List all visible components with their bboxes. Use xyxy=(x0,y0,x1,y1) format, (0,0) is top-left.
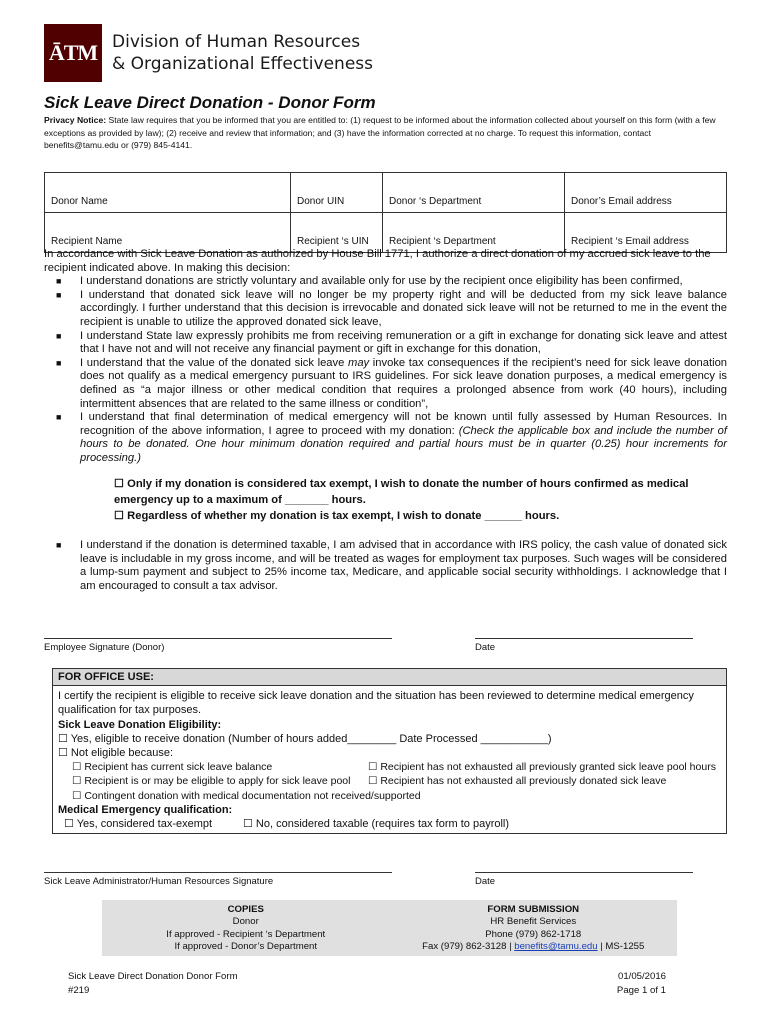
bullet-text: I understand if the donation is determined taxable, I am advised that in accordance with IRS policy, the cash value of donated sick leave is includable in my gross income, and will be treated as wages for employment tax purposes. Such wages will be considered a lump-sum payment and subject to 25% income tax, Medicare, and applicable social security withholdings. I acknowledge that I am encouraged to consult a tax advisor. xyxy=(80,539,727,592)
donor-uin-field[interactable]: Donor UIN xyxy=(291,173,383,213)
taxable-checkbox[interactable]: ☐ No, considered taxable (requires tax form to payroll) xyxy=(243,818,510,831)
footer-page: Page 1 of 1 xyxy=(616,985,666,996)
bullet-text: I understand State law expressly prohibits me from receiving remuneration or a gift in exchange for donating sick leave and attest that I have not and will not receive any financial payment or gift in exchange for this donation, xyxy=(80,329,727,356)
bullet-icon: ■ xyxy=(56,276,62,287)
current-balance-checkbox[interactable]: ☐ Recipient has current sick leave balance xyxy=(72,761,273,774)
form-title: Sick Leave Direct Donation - Donor Form xyxy=(44,93,376,112)
routing-box xyxy=(102,900,677,956)
bullet-instruction: (Check the applicable box and include the number of hours to be donated. One hour minimum donation required and partial hours must be in quarter (0.25) hour increments for processing.) xyxy=(80,424,727,464)
logo-text: ĀTM xyxy=(48,40,98,65)
tax-exempt-option-checkbox[interactable]: ☐ Only if my donation is considered tax exempt, I wish to donate the number of hours confirmed as medical emergency up to a maximum of _______ hours. xyxy=(114,477,689,506)
administrator-date-line[interactable]: Date xyxy=(475,872,693,887)
donor-department-field[interactable]: Donor ‘s Department xyxy=(383,173,565,213)
bullet-text: I understand that donated sick leave will no longer be my property right and will be deducted from my sick leave balance accordingly. I further understand that this decision is irrevocable and donated sick leave will not be returned to me in the event the recipient is unable to utilize the approved donated sick leave, xyxy=(80,288,727,328)
intro-paragraph: In accordance with Sick Leave Donation as authorized by House Bill 1771, I authorize a direct donation of my accrued sick leave to the recipient indicated above. In making this decision: xyxy=(44,248,711,274)
donated-leave-checkbox[interactable]: ☐ Recipient has not exhausted all previously donated sick leave xyxy=(368,775,667,788)
recipient-row xyxy=(45,213,727,253)
donor-name-field[interactable]: Donor Name xyxy=(45,173,291,213)
footer-left xyxy=(68,970,238,998)
bullet-icon: ■ xyxy=(56,540,62,551)
bullet-icon: ■ xyxy=(56,289,62,300)
org-line-1: Division of Human Resources xyxy=(112,32,361,52)
bullet-icon: ■ xyxy=(56,412,62,423)
recipient-department-field[interactable]: Recipient ‘s Department xyxy=(383,213,565,253)
office-use-heading: FOR OFFICE USE: xyxy=(53,669,726,686)
privacy-notice xyxy=(44,114,724,152)
bullet-item xyxy=(44,275,727,289)
recipient-uin-field[interactable]: Recipient ‘s UIN xyxy=(291,213,383,253)
eligibility-heading: Sick Leave Donation Eligibility: xyxy=(58,718,222,731)
submission-mailstop: | MS-1255 xyxy=(600,941,645,953)
administrator-signature-line[interactable]: Sick Leave Administrator/Human Resources Signature xyxy=(44,872,392,887)
submission-heading: FORM SUBMISSION xyxy=(487,904,580,915)
medical-emergency-heading: Medical Emergency qualification: xyxy=(58,803,233,816)
copies-heading: COPIES xyxy=(227,904,264,915)
eligible-checkbox[interactable]: ☐ Yes, eligible to receive donation (Number of hours added________ Date Processed ___________) xyxy=(58,732,552,745)
bullet-emphasis: may xyxy=(348,356,370,369)
bullet-text: I understand that final determination of medical emergency will not be known until fully assessed by Human Resources. In recognition of the above information, I agree to proceed with my donation: xyxy=(80,411,727,437)
bullet-item xyxy=(44,289,727,330)
header xyxy=(44,24,373,82)
benefits-email-link[interactable]: benefits@tamu.edu xyxy=(514,941,598,953)
contingent-checkbox[interactable]: ☐ Contingent donation with medical documentation not received/supported xyxy=(72,789,421,802)
authorization-section xyxy=(44,248,727,593)
submission-column xyxy=(390,900,678,956)
office-use-box xyxy=(52,668,727,834)
bullet-item xyxy=(44,330,727,357)
donor-email-field[interactable]: Donor’s Email address xyxy=(565,173,727,213)
bullet-item xyxy=(44,357,727,411)
submission-contact-line xyxy=(390,941,678,953)
copies-column xyxy=(102,900,390,956)
privacy-label: Privacy Notice: xyxy=(44,115,107,125)
bullet-item xyxy=(44,411,727,465)
employee-date-line[interactable]: Date xyxy=(475,638,693,653)
tax-acknowledgement-list xyxy=(44,539,727,593)
footer-form-name: Sick Leave Direct Donation Donor Form xyxy=(68,971,238,982)
copies-line: If approved - Donor’s Department xyxy=(174,941,318,953)
copies-line: If approved - Recipient ‘s Department xyxy=(166,928,326,940)
bullet-text: invoke tax consequences if the recipient’s need for sick leave donation does not qualify as a medical emergency pursuant to IRS guidelines. For sick leave donation purposes, a medical emergency is defined as “a major illness or other medical condition that requires a prolonged absence from work (40 hours), including intermittent absences that are related to the same illness or condition”, xyxy=(80,356,728,410)
org-name xyxy=(112,31,373,75)
org-line-2: & Organizational Effectiveness xyxy=(112,54,374,74)
pool-hours-checkbox[interactable]: ☐ Recipient has not exhausted all previously granted sick leave pool hours xyxy=(368,761,716,774)
tamu-logo xyxy=(44,24,102,82)
tax-exempt-checkbox[interactable]: ☐ Yes, considered tax-exempt xyxy=(64,818,213,831)
employee-signature-line[interactable]: Employee Signature (Donor) xyxy=(44,638,392,653)
certify-text: I certify the recipient is eligible to receive sick leave donation and the situation has been reviewed to determine medical emergency qualification for tax purposes. xyxy=(58,690,694,717)
submission-fax: Fax (979) 862-3128 | xyxy=(422,941,512,953)
regardless-option-checkbox[interactable]: ☐ Regardless of whether my donation is tax exempt, I wish to donate ______ hours. xyxy=(114,509,560,522)
recipient-email-field[interactable]: Recipient ‘s Email address xyxy=(565,213,727,253)
bullet-icon: ■ xyxy=(56,357,62,368)
footer-right xyxy=(610,970,666,998)
not-eligible-checkbox[interactable]: ☐ Not eligible because: xyxy=(58,747,174,760)
footer-date: 01/05/2016 xyxy=(617,971,666,982)
privacy-text: State law requires that you be informed that you are entitled to: (1) request to be informed about the information collected about yourself on this form (with a few exceptions as provided by law); (2) receive and review that information; and (3) have the information corrected at no charge. To request this information, contact benefits@tamu.edu or (979) 845-4141. xyxy=(44,115,716,150)
donor-recipient-table xyxy=(44,172,727,253)
bullet-item xyxy=(44,539,727,593)
pool-eligible-checkbox[interactable]: ☐ Recipient is or may be eligible to apply for sick leave pool xyxy=(72,775,351,788)
bullet-text: I understand that the value of the donated sick leave xyxy=(80,356,348,369)
recipient-name-field[interactable]: Recipient Name xyxy=(45,213,291,253)
submission-phone: Phone (979) 862-1718 xyxy=(485,928,582,940)
bullet-icon: ■ xyxy=(56,330,62,341)
footer-form-number: #219 xyxy=(68,985,90,996)
bullet-text: I understand donations are strictly voluntary and available only for use by the recipient once eligibility has been confirmed, xyxy=(80,275,683,288)
copies-line: Donor xyxy=(232,916,259,928)
acknowledgement-list xyxy=(44,275,727,465)
submission-office: HR Benefit Services xyxy=(490,916,577,928)
donor-row xyxy=(45,173,727,213)
